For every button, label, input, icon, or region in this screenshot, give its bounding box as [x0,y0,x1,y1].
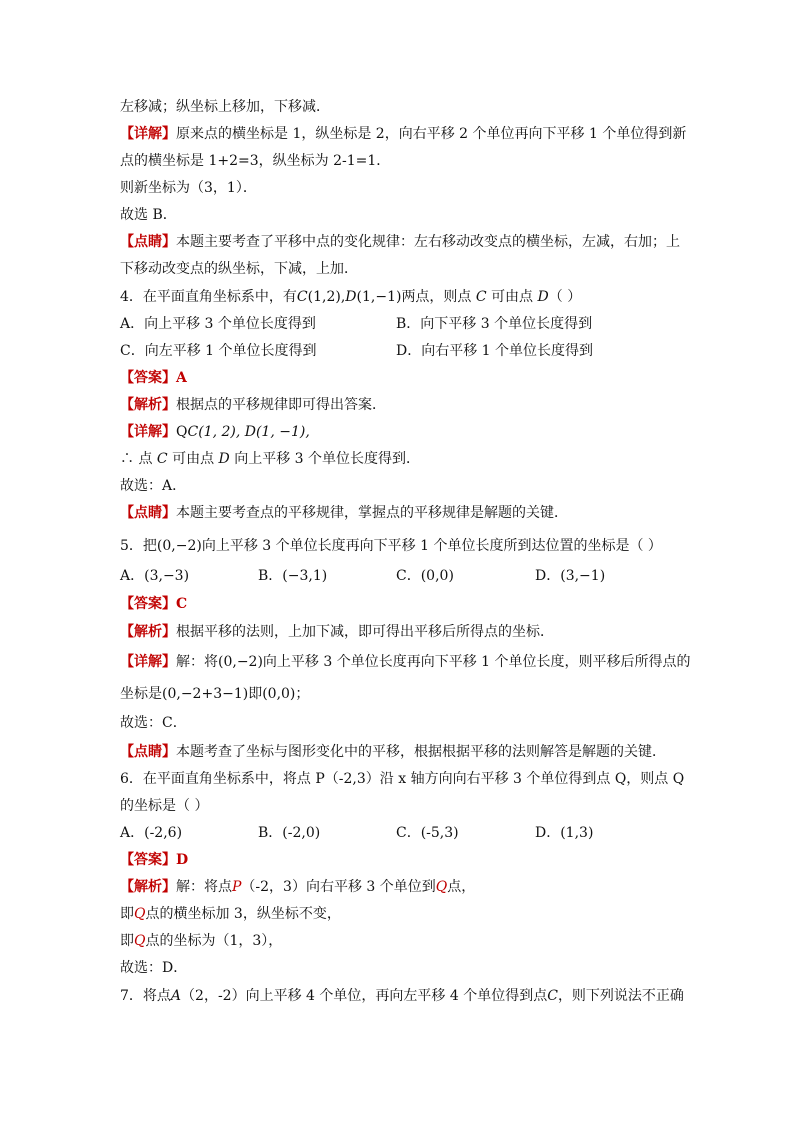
q5-option-a: A．(3,−3) [120,568,190,584]
q4-option-b: B．向下平移 3 个单位长度得到 [396,316,593,332]
q6-option-b: B．(-2,0) [258,825,321,841]
q6-stem: 6．在平面直角坐标系中，将点 P（-2,3）沿 x 轴方向向右平移 3 个单位得到点 Q，则点 Q [120,771,685,787]
q5-answer: 【答案】C [120,596,188,612]
q4-stem: 4．在平面直角坐标系中，有C(1,2),D(1,−1)两点，则点 C 可由点 D（ ） [120,289,582,305]
q3-detail-line2: 点的横坐标是 1+2=3，纵坐标为 2-1=1． [120,153,391,169]
q3-result: 则新坐标为（3，1）． [120,180,257,196]
q4-answer: 【答案】A [120,370,187,386]
q4-conclusion: ∴ 点 C 可由点 D 向上平移 3 个单位长度得到． [120,451,421,467]
q5-analysis: 【解析】根据平移的法则，上加下减，即可得出平移后所得点的坐标． [120,624,554,640]
q3-choice: 故选 B． [120,207,177,223]
q4-option-d: D．向右平移 1 个单位长度得到 [396,343,594,359]
q4-analysis: 【解析】根据点的平移规律即可得出答案． [120,397,386,413]
q6-option-d: D．(1,3) [535,825,594,841]
q4-detail: 【详解】QC(1, 2), D(1, −1), [120,424,310,440]
q5-option-c: C．(0,0) [396,568,454,584]
q4-option-a: A．向上平移 3 个单位长度得到 [120,316,316,332]
q4-comment: 【点睛】本题主要考查点的平移规律，掌握点的平移规律是解题的关键． [120,505,568,521]
q6-answer: 【答案】D [120,852,189,868]
q3-detail: 【详解】原来点的横坐标是 1，纵坐标是 2，向右平移 2 个单位再向下平移 1 个单位得到新 [120,126,687,142]
comment-tag: 【点睛】 [120,234,176,250]
q5-option-d: D．(3,−1) [535,568,606,584]
text-line: 左移减；纵坐标上移加，下移减． [120,99,330,115]
q6-analysis: 【解析】解：将点P（-2，3）向右平移 3 个单位到Q点， [120,879,476,895]
q5-comment: 【点睛】本题考查了坐标与图形变化中的平移，根据根据平移的法则解答是解题的关键． [120,744,666,760]
q4-choice: 故选：A． [120,478,187,494]
q6-option-a: A．(-2,6) [120,825,183,841]
q7-stem: 7．将点A（2，-2）向上平移 4 个单位，再向左平移 4 个单位得到点C，则下列说法不正确 [120,988,684,1004]
q5-choice: 故选：C． [120,715,187,731]
q3-comment-line2: 下移动改变点的纵坐标，下减，上加． [120,261,358,277]
q3-comment: 【点睛】本题主要考查了平移中点的变化规律：左右移动改变点的横坐标，左减，右加；上 [120,234,680,250]
q6-stem-line2: 的坐标是（ ） [120,798,209,814]
detail-tag: 【详解】 [120,126,176,142]
q6-option-c: C．(-5,3) [396,825,459,841]
q5-stem: 5．把(0,−2)向上平移 3 个单位长度再向下平移 1 个单位长度所到达位置的坐标是（ ） [120,538,662,554]
q5-detail-line2: 坐标是(0,−2+3−1)即(0,0)； [120,686,310,702]
q6-choice: 故选：D． [120,960,188,976]
q6-analysis-line2: 即Q点的横坐标加 3，纵坐标不变， [120,906,341,922]
q5-option-b: B．(−3,1) [258,568,328,584]
q6-analysis-line3: 即Q点的坐标为（1，3）， [120,933,283,949]
q4-option-c: C．向左平移 1 个单位长度得到 [120,343,317,359]
q5-detail: 【详解】解：将(0,−2)向上平移 3 个单位长度再向下平移 1 个单位长度，则平移后所得点的 [120,654,691,670]
